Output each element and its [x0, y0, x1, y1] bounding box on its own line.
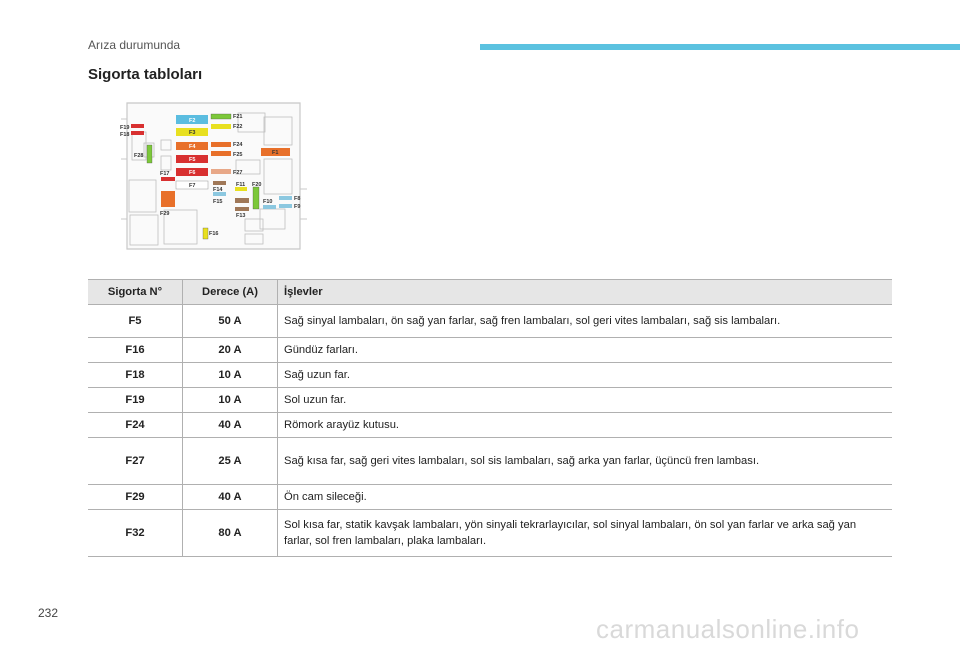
fuse-f12: [213, 181, 226, 185]
fuse-number: F19: [88, 388, 183, 413]
fuse-number: F29: [88, 485, 183, 510]
fuse-f8: [279, 196, 292, 200]
fuse-f18: [131, 131, 144, 135]
fuse-number: F24: [88, 413, 183, 438]
fuse-rating: 10 A: [183, 388, 278, 413]
fuse-number: F18: [88, 363, 183, 388]
fuse-function: Römork arayüz kutusu.: [278, 413, 893, 438]
label-f2: F2: [189, 118, 196, 124]
fuse-rating: 40 A: [183, 413, 278, 438]
section-label: Arıza durumunda: [88, 38, 181, 52]
column-header-functions: İşlevler: [278, 280, 893, 305]
fuse-f22: [211, 124, 231, 129]
fuse-f21: [211, 114, 231, 119]
label-f13: F13: [236, 213, 246, 219]
fuse-f9: [279, 204, 292, 208]
label-f8: F8: [294, 196, 301, 202]
fuse-f27: [211, 169, 231, 174]
label-f21: F21: [233, 114, 243, 120]
fuse-f16: [203, 228, 208, 239]
fuse-rating: 25 A: [183, 438, 278, 485]
fuse-function: Sağ kısa far, sağ geri vites lambaları, sol sis lambaları, sağ arka yan farlar, üçüncü fren lambası.: [278, 438, 893, 485]
fuse-box-svg: [115, 99, 315, 259]
label-f7: F7: [189, 183, 196, 189]
label-f11: F11: [236, 182, 246, 188]
label-f25: F25: [233, 152, 243, 158]
fuse-f13: [235, 207, 249, 211]
fuse-f20: [253, 187, 259, 209]
fuse-number: F5: [88, 305, 183, 338]
column-header-fuse: Sigorta N°: [88, 280, 183, 305]
label-f1: F1: [272, 150, 279, 156]
label-f20: F20: [252, 182, 262, 188]
fuse-function: Sağ sinyal lambaları, ön sağ yan farlar, sağ fren lambaları, sol geri vites lambaları, sağ sis lambaları.: [278, 305, 893, 338]
fuse-number: F27: [88, 438, 183, 485]
label-f4: F4: [189, 144, 196, 150]
fuse-number: F32: [88, 510, 183, 557]
label-f29: F29: [160, 211, 170, 217]
label-f22: F22: [233, 124, 243, 130]
table-row: [88, 363, 892, 388]
fuse-f9b: [235, 198, 249, 203]
label-f27: F27: [233, 170, 243, 176]
fuse-function: Sağ uzun far.: [278, 363, 893, 388]
table-row: [88, 485, 892, 510]
label-f19: F19: [120, 125, 130, 131]
fuse-f19: [131, 124, 144, 128]
fuse-function: Sol uzun far.: [278, 388, 893, 413]
column-header-rating: Derece (A): [183, 280, 278, 305]
page-title: Sigorta tabloları: [88, 66, 203, 83]
fuse-rating: 10 A: [183, 363, 278, 388]
fuse-f17: [161, 177, 175, 181]
label-f14: F14: [213, 187, 223, 193]
page-number: 232: [38, 606, 59, 620]
label-f5: F5: [189, 157, 196, 163]
fuse-rating: 80 A: [183, 510, 278, 557]
fuse-f28: [147, 145, 152, 163]
label-f10: F10: [263, 199, 273, 205]
table-row: [88, 338, 892, 363]
table-row: [88, 510, 892, 557]
table-header-row: [88, 280, 892, 305]
fuse-box-diagram: [115, 99, 315, 259]
label-f6: F6: [189, 170, 196, 176]
table-row: [88, 438, 892, 485]
label-f17: F17: [160, 171, 170, 177]
label-f9: F9: [294, 204, 301, 210]
fuse-function: Ön cam sileceği.: [278, 485, 893, 510]
table-row: [88, 413, 892, 438]
label-f18: F18: [120, 132, 130, 138]
table-row: [88, 388, 892, 413]
fuse-rating: 20 A: [183, 338, 278, 363]
watermark: carmanualsonline.info: [596, 614, 860, 644]
label-f15: F15: [213, 199, 223, 205]
label-f3: F3: [189, 130, 196, 136]
label-f16: F16: [209, 231, 219, 237]
fuse-table: [88, 279, 892, 557]
fuse-f24: [211, 142, 231, 147]
label-f28: F28: [134, 153, 144, 159]
label-f24: F24: [233, 142, 243, 148]
fuse-rating: 50 A: [183, 305, 278, 338]
fuse-f10: [263, 205, 276, 209]
fuse-function: Gündüz farları.: [278, 338, 893, 363]
fuse-number: F16: [88, 338, 183, 363]
fuse-rating: 40 A: [183, 485, 278, 510]
table-row: [88, 305, 892, 338]
fuse-f25: [211, 151, 231, 156]
header-accent-bar: [480, 44, 960, 50]
fuse-f29: [161, 191, 175, 207]
fuse-function: Sol kısa far, statik kavşak lambaları, yön sinyali tekrarlayıcılar, sol sinyal lambaları, ön sol yan farlar ve arka sağ yan farlar, sol fren lambaları, plaka lambaları.: [278, 510, 893, 557]
